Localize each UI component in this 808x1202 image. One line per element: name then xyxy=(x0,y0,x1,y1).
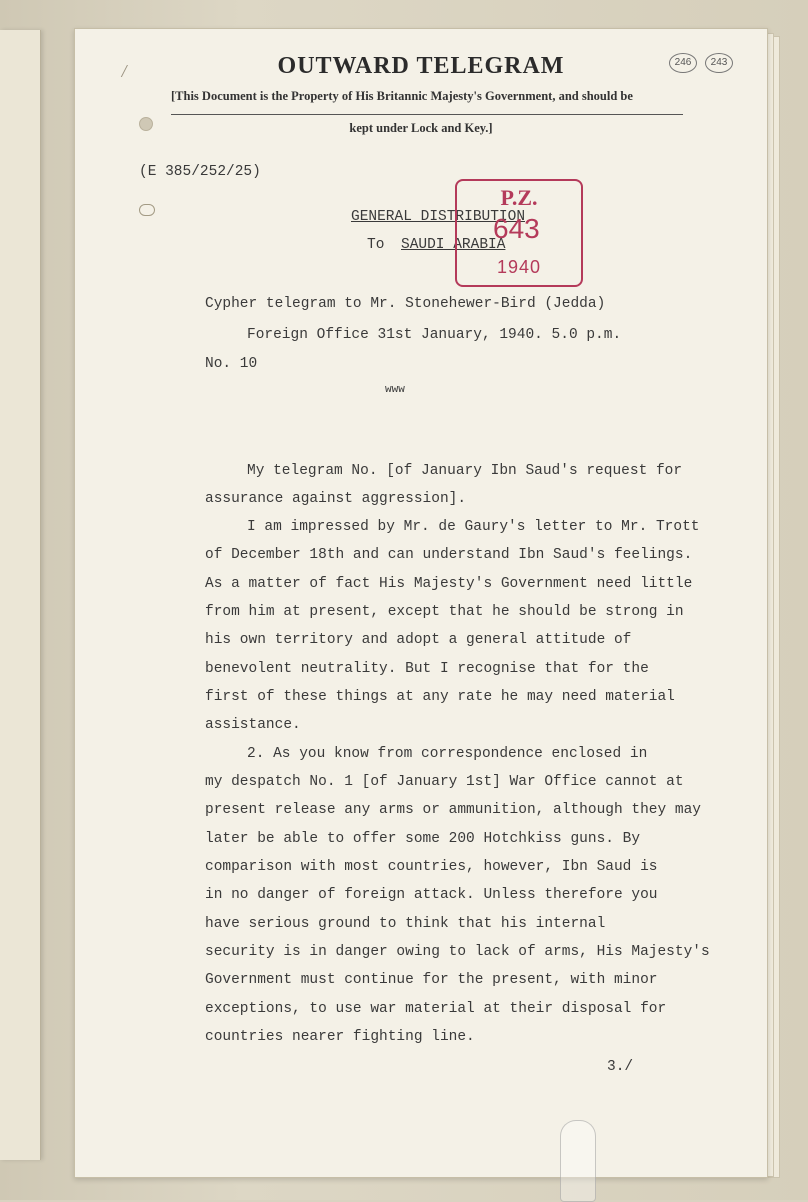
punch-hole-mark xyxy=(139,204,155,216)
folio-number: 246 xyxy=(669,53,697,73)
body-line: of December 18th and can understand Ibn Saud's feelings. xyxy=(205,547,693,563)
pz-receipt-stamp xyxy=(455,179,583,287)
stamp-pz-label: P.Z. xyxy=(500,185,538,210)
body-line: 2. As you know from correspondence enclosed in xyxy=(247,746,648,762)
transparent-clip xyxy=(560,1120,596,1202)
body-line: assurance against aggression]. xyxy=(205,491,467,507)
body-line: present release any arms or ammunition, although they may xyxy=(205,802,701,818)
stamp-number: 643 xyxy=(493,213,540,244)
body-line: have serious ground to think that his internal xyxy=(205,916,606,932)
stamp-year: 1940 xyxy=(496,257,542,277)
distribution-destination: SAUDI ARABIA xyxy=(401,237,506,253)
body-line: Government must continue for the present, with minor xyxy=(205,972,658,988)
distribution-label: GENERAL DISTRIBUTION xyxy=(351,209,526,225)
body-line: comparison with most countries, however, Ibn Saud is xyxy=(205,859,658,875)
adjacent-page-edge xyxy=(0,30,41,1160)
body-line: his own territory and adopt a general attitude of xyxy=(205,632,632,648)
property-notice-line2: kept under Lock and Key.] xyxy=(349,121,493,135)
body-line: countries nearer fighting line. xyxy=(205,1029,475,1045)
document-title: OUTWARD TELEGRAM xyxy=(277,53,565,79)
body-line: later be able to offer some 200 Hotchkiss guns. By xyxy=(205,831,641,847)
body-line: assistance. xyxy=(205,717,301,733)
body-line: security is in danger owing to lack of arms, His Majesty's xyxy=(205,944,710,960)
body-line: As a matter of fact His Majesty's Government need little xyxy=(205,576,693,592)
file-reference: (E 385/252/25) xyxy=(139,164,261,180)
telegram-line-recipient: Cypher telegram to Mr. Stonehewer-Bird (Jedda) xyxy=(205,296,606,312)
body-line: from him at present, except that he should be strong in xyxy=(205,604,684,620)
body-line: I am impressed by Mr. de Gaury's letter to Mr. Trott xyxy=(247,519,700,535)
body-line: first of these things at any rate he may need material xyxy=(205,689,675,705)
continuation-marker: 3./ xyxy=(607,1059,634,1075)
body-line: My telegram No. [of January Ibn Saud's request for xyxy=(247,463,683,479)
body-line: benevolent neutrality. But I recognise that for the xyxy=(205,661,649,677)
distribution-to-prefix: To xyxy=(367,237,385,253)
telegram-number: No. 10 xyxy=(205,356,258,372)
body-line: my despatch No. 1 [of January 1st] War Office cannot at xyxy=(205,774,684,790)
pencil-mark-icon: ⁄ xyxy=(119,63,130,83)
body-line: exceptions, to use war material at their disposal for xyxy=(205,1001,667,1017)
property-notice-line1: [This Document is the Property of His Britannic Majesty's Government, and should be xyxy=(171,89,633,103)
telegram-marker: www xyxy=(385,384,405,396)
telegram-line-date: Foreign Office 31st January, 1940. 5.0 p.m. xyxy=(247,327,622,343)
folio-number-secondary: 243 xyxy=(705,53,733,73)
body-line: in no danger of foreign attack. Unless therefore you xyxy=(205,887,658,903)
telegram-page xyxy=(74,28,768,1178)
notice-underline xyxy=(171,114,683,115)
